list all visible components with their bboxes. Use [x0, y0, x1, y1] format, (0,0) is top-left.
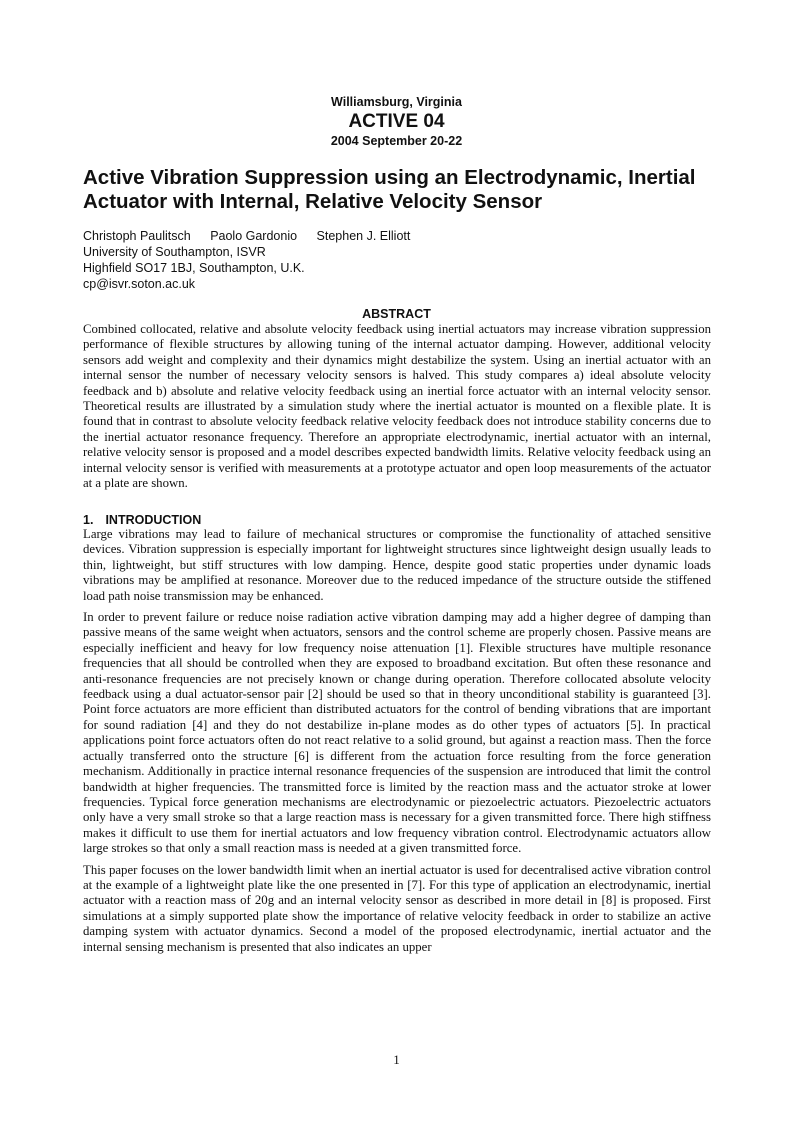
section-heading-introduction	[83, 513, 201, 527]
paragraph: In order to prevent failure or reduce noise radiation active vibration damping may add a higher degree of damping than passive means of the same weight when actuators, sensors and the control scheme are properly chosen. Passive means are especially inefficient and heavy for low frequency noise attenuation [1]. Flexible structures have multiple resonance frequencies that all should be controlled when they are exposed to broadband excitation. But often these resonance and anti-resonance frequencies are not precisely known or change during operation. Therefore collocated absolute velocity feedback using a dual actuator-sensor pair [2] should be used so that in theory unconditional stability is guaranteed [3]. Point force actuators are more efficient than distributed actuators for the control of bending vibrations that are important for sound radiation [4] and they do not destabilize in-plane modes as do other types of actuators [5]. In practical applications point force actuators often do not react relative to a solid ground, but against a reaction mass. Then the force actually transferred onto the structure [6] is different from the actuation force resulting from the force generation mechanism. Additionally in practice internal resonance frequencies of the suspension are introduced that limit the control bandwidth at higher frequencies. The transmitted force is limited by the reaction mass and the actuator stroke at lower frequencies. Typical force generation mechanisms are electrodynamic or piezoelectric actuators. Piezoelectric actuators only have a very small stroke so that a large reaction mass is necessary for a given transmitted force. There high stiffness makes it difficult to use them for inertial actuators and low frequency vibration control. Electrodynamic actuators allow large strokes so that only a small reaction mass is needed at a given transmitted force.	[83, 610, 711, 856]
paper-title: Active Vibration Suppression using an Electrodynamic, Inertial Actuator with Internal, Relative Velocity Sensor	[83, 166, 696, 213]
paragraph: This paper focuses on the lower bandwidth limit when an inertial actuator is used for decentralised active vibration control at the example of a lightweight plate like the one presented in [7]. For this type of application an electrodynamic, inertial actuator with a reaction mass of 20g and an internal velocity sensor as described in more detail in [8] is proposed. First simulations at a simply supported plate show the importance of relative velocity feedback in order to stabilize an active damping system with actuator dynamics. Second a model of the proposed electrodynamic, inertial actuator and the internal sensing mechanism is presented that also indicates an upper	[83, 862, 711, 954]
conference-location: Williamsburg, Virginia	[331, 95, 462, 109]
section-title: INTRODUCTION	[105, 513, 202, 527]
author-email: cp@isvr.soton.ac.uk	[83, 277, 196, 291]
conference-name: ACTIVE 04	[348, 111, 445, 132]
abstract-heading: ABSTRACT	[362, 307, 431, 321]
author-names	[83, 228, 426, 244]
section-number: 1.	[83, 513, 94, 527]
author-address: Highfield SO17 1BJ, Southampton, U.K.	[83, 261, 305, 275]
paragraph: Large vibrations may lead to failure of mechanical structures or compromise the functionality of attached sensitive devices. Vibration suppression is especially important for lightweight structures since lightweight design usually leads to thin, lightweight, but stiff structures with low damping. Hence, despite good static properties under dynamic loads vibrations may be amplified at resonance. Moreover due to the reduced impedance of the structure outside the stiffened load path noise transmission may be enhanced.	[83, 527, 711, 603]
conference-date: 2004 September 20-22	[330, 134, 463, 148]
author-name: Christoph Paulitsch	[83, 229, 191, 243]
author-block	[83, 228, 426, 292]
abstract-text: Combined collocated, relative and absolute velocity feedback using inertial actuators may increase vibration suppression performance of flexible structures by allowing tuning of the internal actuator damping. However, additional velocity sensors add weight and complexity and their dynamics might destabilize the system. Using an inertial actuator with an internal sensor the number of necessary velocity sensors is halved. This study compares a) ideal absolute velocity feedback and b) absolute and relative velocity feedback using an inertial force actuator with an internal velocity sensor. Theoretical results are illustrated by a simulation study where the inertial actuator is mounted on a flexible plate. It is found that in contrast to absolute velocity feedback relative velocity feedback does not introduce stability concerns due to the inertial actuator resonance frequency. Therefore an appropriate electrodynamic, inertial actuator with an internal, relative velocity sensor is proposed and a model describes expected bandwidth limits. Relative velocity feedback using an internal velocity sensor is verified with measurements at a prototype actuator and open loop measurements of the actuator at a plate are shown.	[83, 322, 711, 491]
author-affiliation: University of Southampton, ISVR	[83, 245, 266, 259]
page-number: 1	[393, 1052, 400, 1067]
author-name: Stephen J. Elliott	[316, 229, 411, 243]
author-name: Paolo Gardonio	[210, 229, 298, 243]
introduction-body	[83, 527, 711, 961]
